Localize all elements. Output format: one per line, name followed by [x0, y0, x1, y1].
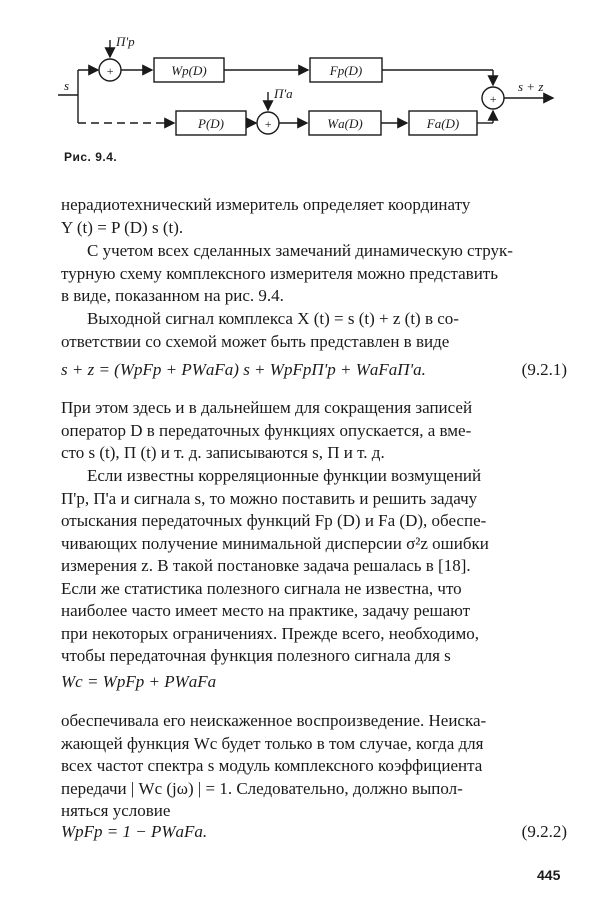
page-number: 445	[537, 867, 561, 883]
paragraph-2	[61, 240, 567, 308]
equation-body: WрFр = 1 − PWаFа.	[61, 822, 208, 841]
equation-9-2-1	[61, 360, 567, 380]
text-line: оператор D в передаточных функциях опускается, а вме-	[61, 420, 472, 440]
noise-p-label: П'р	[116, 34, 135, 49]
block-diagram	[50, 22, 560, 162]
text-line: Если же статистика полезного сигнала не известна, что	[61, 578, 462, 598]
equation-wc	[61, 672, 567, 692]
equation-body: Wс = WрFр + PWаFа	[61, 672, 217, 691]
sum-sign-upper: +	[106, 64, 115, 78]
text-line: Выходной сигнал комплекса X (t) = s (t) + z (t) в со-	[87, 309, 459, 328]
block-fp-label: Fр(D)	[329, 63, 363, 78]
text-line: при некоторых ограничениях. Прежде всего, необходимо,	[61, 623, 480, 643]
text-line: сто s (t), П (t) и т. д. записываются s, П и т. д.	[61, 443, 385, 462]
text-line: всех частот спектра s модуль комплексного коэффициента	[61, 756, 483, 775]
text-line: обеспечивала его неискаженное воспроизведение. Неиска-	[61, 711, 487, 730]
text-line: жающей функция Wс будет только в том случае, когда для	[61, 733, 484, 753]
text-line: измерения z. В такой постановке задача решалась в [18].	[61, 556, 471, 575]
equation-number: (9.2.1)	[521, 360, 567, 379]
text-line: чивающих получение минимальной дисперсии σ²z ошибки	[61, 533, 489, 553]
text-line: При этом здесь и в дальнейшем для сокращения записей	[61, 398, 473, 417]
text-line: турную схему комплексного измерителя можно представить	[61, 263, 498, 283]
paragraph-1	[61, 194, 567, 239]
text-line: отыскания передаточных функций Fр (D) и Fа (D), обеспе-	[61, 511, 487, 530]
text-line: наиболее часто имеет место на практике, задачу решают	[61, 601, 471, 620]
paragraph-5	[61, 465, 567, 668]
paragraph-6	[61, 710, 567, 823]
text-line: нерадиотехнический измеритель определяет координату	[61, 195, 471, 214]
text-line: Если известны корреляционные функции возмущений	[87, 466, 482, 485]
text-line: П'р, П'а и сигнала s, то можно поставить и решить задачу	[61, 488, 478, 508]
text-line: ответствии со схемой может быть представлен в виде	[61, 331, 450, 351]
figure-caption: Рис. 9.4.	[64, 150, 118, 164]
text-line: Y (t) = P (D) s (t).	[61, 217, 184, 237]
text-line: С учетом всех сделанных замечаний динамическую струк-	[87, 241, 513, 260]
text-line: няться условие	[61, 801, 171, 820]
sum-sign-output: +	[489, 92, 498, 106]
output-label: s + z	[518, 79, 544, 94]
noise-a-label: П'а	[274, 86, 293, 101]
block-wa-label: Wа(D)	[327, 116, 363, 131]
equation-number: (9.2.2)	[521, 822, 567, 841]
block-fa-label: Fа(D)	[426, 116, 460, 131]
block-wp-label: Wр(D)	[171, 63, 207, 78]
block-p-label: P(D)	[198, 116, 224, 131]
equation-body: s + z = (WрFр + PWаFа) s + WрFрП'р + WаFаП'а.	[61, 360, 426, 379]
text-line: передачи | Wс (jω) | = 1. Следовательно, должно выпол-	[61, 778, 463, 798]
sum-sign-lower: +	[264, 117, 273, 131]
paragraph-3	[61, 308, 567, 353]
equation-9-2-2	[61, 822, 567, 842]
paragraph-4	[61, 397, 567, 465]
input-label: s	[64, 78, 70, 93]
text-line: чтобы передаточная функция полезного сигнала для s	[61, 646, 451, 665]
text-line: в виде, показанном на рис. 9.4.	[61, 286, 284, 305]
